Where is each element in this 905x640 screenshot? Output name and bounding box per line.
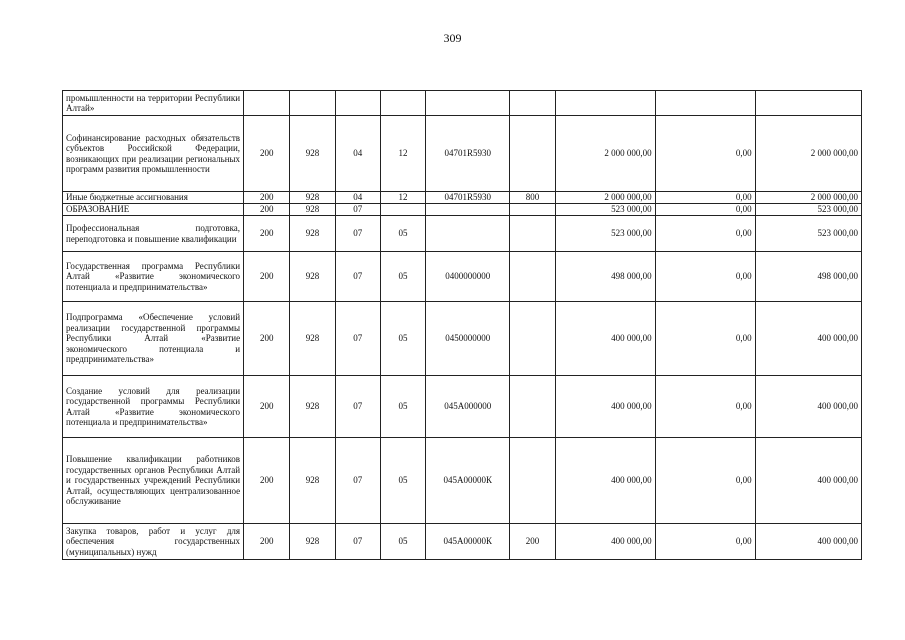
table-cell-col-9: 400 000,00 [755, 302, 861, 376]
table-cell-col-2: 928 [290, 192, 335, 204]
table-cell-col-1: 200 [244, 302, 290, 376]
table-row [63, 192, 862, 204]
table-cell-col-8: 0,00 [655, 302, 755, 376]
table-cell-col-1: 200 [244, 192, 290, 204]
table-cell-col-4: 05 [380, 376, 425, 438]
table-row [63, 252, 862, 302]
table-row [63, 302, 862, 376]
table-cell-col-6: 800 [510, 192, 555, 204]
table-row [63, 91, 862, 116]
table-cell-col-1: 200 [244, 376, 290, 438]
table-cell-col-8: 0,00 [655, 192, 755, 204]
table-cell-col-6: 200 [510, 524, 555, 560]
table-cell-col-8: 0,00 [655, 438, 755, 524]
table-cell-col-8: 0,00 [655, 524, 755, 560]
table-cell-row-name: Иные бюджетные ассигнования [63, 192, 244, 204]
table-cell-col-7 [555, 91, 655, 116]
table-cell-col-2: 928 [290, 204, 335, 216]
table-cell-col-1 [244, 91, 290, 116]
table-cell-col-4: 05 [380, 524, 425, 560]
table-cell-col-3: 07 [335, 438, 380, 524]
table-cell-col-1: 200 [244, 216, 290, 252]
table-cell-col-2: 928 [290, 116, 335, 192]
page-number: 309 [443, 31, 462, 45]
table-cell-col-6 [510, 438, 555, 524]
table-cell-col-2 [290, 91, 335, 116]
table-cell-col-6 [510, 302, 555, 376]
table-cell-col-6 [510, 376, 555, 438]
table-cell-col-7: 400 000,00 [555, 524, 655, 560]
table-cell-col-2: 928 [290, 252, 335, 302]
table-cell-col-3: 07 [335, 204, 380, 216]
table-cell-col-5: 045А000000 [426, 376, 510, 438]
table-cell-row-name: Профессиональная подготовка, переподготовка и повышение квалификации [63, 216, 244, 252]
table-cell-col-5 [426, 216, 510, 252]
table-cell-col-7: 498 000,00 [555, 252, 655, 302]
table-cell-col-8 [655, 91, 755, 116]
table-cell-col-4: 12 [380, 192, 425, 204]
table-row [63, 524, 862, 560]
table-cell-col-1: 200 [244, 116, 290, 192]
table-cell-col-4 [380, 91, 425, 116]
table-cell-col-7: 523 000,00 [555, 216, 655, 252]
table-cell-row-name: Подпрограмма «Обеспечение условий реализации государственной программы Республики Алтай «Развитие экономического потенциала и предпринимательства» [63, 302, 244, 376]
table-row [63, 116, 862, 192]
table-cell-col-9: 498 000,00 [755, 252, 861, 302]
table-cell-col-1: 200 [244, 204, 290, 216]
table-body [63, 91, 862, 560]
table-row [63, 376, 862, 438]
table-cell-col-5: 04701R5930 [426, 192, 510, 204]
table-cell-col-2: 928 [290, 216, 335, 252]
table-cell-col-4 [380, 204, 425, 216]
table-cell-row-name: Создание условий для реализации государственной программы Республики Алтай «Развитие экономического потенциала и предпринимательства» [63, 376, 244, 438]
table-cell-col-9: 2 000 000,00 [755, 116, 861, 192]
table-cell-col-4: 05 [380, 438, 425, 524]
table-cell-col-3 [335, 91, 380, 116]
table-cell-col-7: 400 000,00 [555, 376, 655, 438]
table-row [63, 438, 862, 524]
table-cell-row-name: Софинансирование расходных обязательств субъектов Российской Федерации, возникающих при реализации региональных программ развития промышленности [63, 116, 244, 192]
table-cell-col-2: 928 [290, 438, 335, 524]
table-cell-col-5: 045А00000К [426, 524, 510, 560]
table-cell-col-3: 07 [335, 524, 380, 560]
table-cell-col-5: 04701R5930 [426, 116, 510, 192]
table-cell-col-3: 07 [335, 216, 380, 252]
table-cell-col-4: 05 [380, 302, 425, 376]
table-cell-col-7: 2 000 000,00 [555, 192, 655, 204]
table-cell-col-6 [510, 216, 555, 252]
table-cell-col-6 [510, 252, 555, 302]
table-cell-col-1: 200 [244, 438, 290, 524]
table-cell-row-name: Закупка товаров, работ и услуг для обеспечения государственных (муниципальных) нужд [63, 524, 244, 560]
table-cell-col-1: 200 [244, 252, 290, 302]
table-cell-col-9: 523 000,00 [755, 204, 861, 216]
table-cell-col-9 [755, 91, 861, 116]
table-cell-col-5: 045А00000К [426, 438, 510, 524]
table-cell-col-7: 523 000,00 [555, 204, 655, 216]
table-cell-col-5: 0400000000 [426, 252, 510, 302]
table-cell-col-7: 400 000,00 [555, 438, 655, 524]
table-cell-col-2: 928 [290, 302, 335, 376]
table-row [63, 204, 862, 216]
table-cell-col-9: 400 000,00 [755, 438, 861, 524]
table-cell-col-6 [510, 91, 555, 116]
table-cell-col-3: 04 [335, 192, 380, 204]
table-cell-row-name: Государственная программа Республики Алтай «Развитие экономического потенциала и предпринимательства» [63, 252, 244, 302]
table-cell-col-4: 12 [380, 116, 425, 192]
table-cell-col-3: 07 [335, 252, 380, 302]
table-cell-row-name: Повышение квалификации работников государственных органов Республики Алтай и государственных учреждений Республики Алтай, осуществляющих централизованное обслуживание [63, 438, 244, 524]
table-cell-col-3: 07 [335, 376, 380, 438]
table-cell-col-8: 0,00 [655, 204, 755, 216]
table-cell-col-6 [510, 204, 555, 216]
table-cell-col-5 [426, 91, 510, 116]
table-cell-col-6 [510, 116, 555, 192]
table-cell-col-2: 928 [290, 376, 335, 438]
table-cell-col-8: 0,00 [655, 376, 755, 438]
table-cell-col-5 [426, 204, 510, 216]
table-cell-col-1: 200 [244, 524, 290, 560]
table-cell-col-8: 0,00 [655, 252, 755, 302]
table-cell-col-3: 07 [335, 302, 380, 376]
table-cell-col-9: 2 000 000,00 [755, 192, 861, 204]
table-row [63, 216, 862, 252]
table-cell-col-5: 0450000000 [426, 302, 510, 376]
table-cell-col-9: 400 000,00 [755, 376, 861, 438]
table-cell-col-9: 523 000,00 [755, 216, 861, 252]
table-cell-col-9: 400 000,00 [755, 524, 861, 560]
table-cell-col-7: 2 000 000,00 [555, 116, 655, 192]
table-cell-col-4: 05 [380, 252, 425, 302]
table-cell-col-4: 05 [380, 216, 425, 252]
table-cell-col-8: 0,00 [655, 216, 755, 252]
table-cell-col-8: 0,00 [655, 116, 755, 192]
table-cell-col-2: 928 [290, 524, 335, 560]
table-cell-row-name: ОБРАЗОВАНИЕ [63, 204, 244, 216]
table-cell-row-name: промышленности на территории Республики Алтай» [63, 91, 244, 116]
table-cell-col-7: 400 000,00 [555, 302, 655, 376]
table-cell-col-3: 04 [335, 116, 380, 192]
budget-table [62, 90, 862, 560]
